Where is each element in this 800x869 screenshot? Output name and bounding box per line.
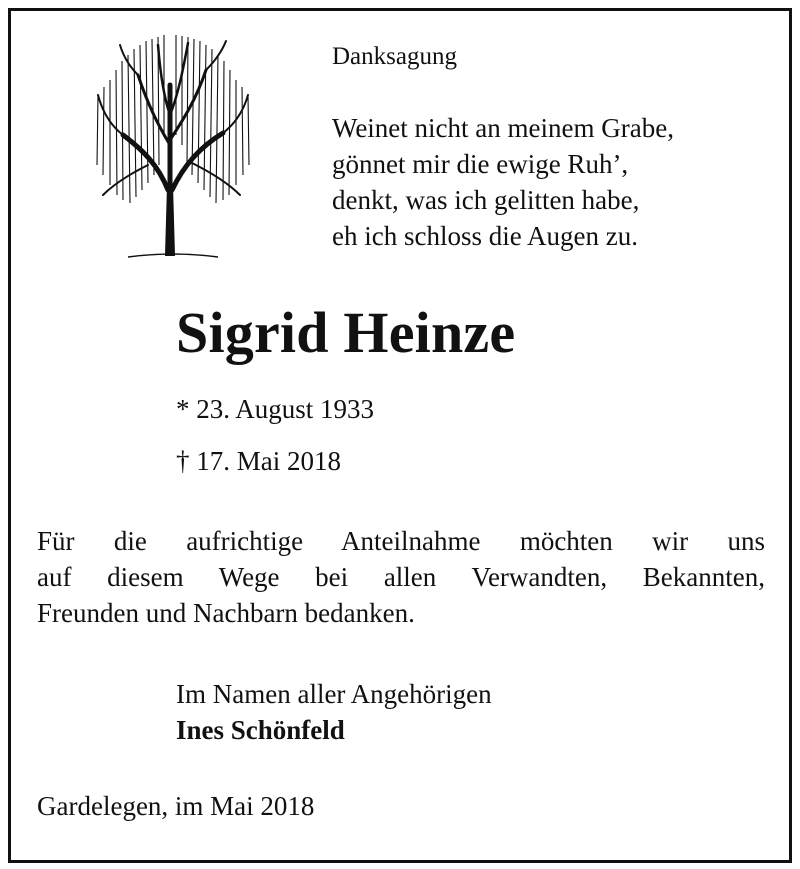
poem-line: denkt, was ich gelitten habe, [332, 185, 640, 215]
poem-line: gönnet mir die ewige Ruh’, [332, 149, 629, 179]
poem [332, 110, 674, 254]
tree-icon [88, 25, 258, 265]
thanks-paragraph [37, 523, 765, 631]
deceased-name: Sigrid Heinze [176, 300, 516, 365]
thanks-line: auf diesem Wege bei allen Verwandten, Bekannten, [37, 562, 765, 592]
thanks-line: Für die aufrichtige Anteilnahme möchten wir uns [37, 526, 765, 556]
poem-line: Weinet nicht an meinem Grabe, [332, 113, 674, 143]
thanks-line: Freunden und Nachbarn bedanken. [37, 598, 415, 628]
birth-date: * 23. August 1933 [176, 394, 375, 424]
signer-name: Ines Schönfeld [176, 715, 345, 745]
poem-line: eh ich schloss die Augen zu. [332, 221, 638, 251]
on-behalf-line: Im Namen aller Angehörigen [176, 679, 492, 709]
death-date: † 17. Mai 2018 [176, 446, 341, 476]
heading-danksagung: Danksagung [332, 43, 457, 70]
place-date: Gardelegen, im Mai 2018 [37, 791, 315, 821]
